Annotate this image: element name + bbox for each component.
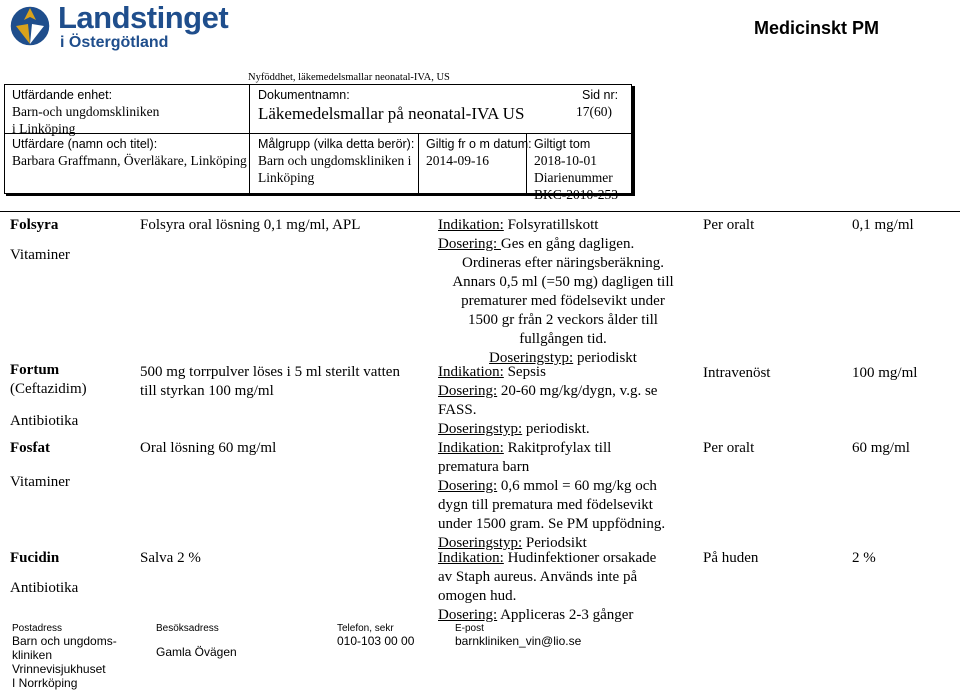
drug-info: Indikation: Folsyratillskott Dosering: Ges en gång dagligen. Ordineras efter näringsberäkning. Annars 0,5 ml (=50 mg) dagligen till prematurer med födelsevikt under 1500 gr från 2 veckors ålder till fullgången tid. Doseringstyp: periodiskt <box>438 216 688 368</box>
drug-name: Fosfat <box>10 440 50 456</box>
info-line: omogen hud. <box>438 588 517 604</box>
drug-category: Antibiotika <box>10 413 79 429</box>
info-line: 1500 gr från 2 veckors ålder till <box>468 312 658 328</box>
drug-strength: 60 mg/ml <box>852 440 910 456</box>
valid-to-block <box>534 137 618 203</box>
issuer-value: Barbara Graffmann, Överläkare, Linköping <box>12 153 247 168</box>
issuer-label: Utfärdare (namn och titel): <box>12 137 158 151</box>
brand-subtitle: i Östergötland <box>60 34 169 51</box>
phone-number: 010-103 00 00 <box>337 634 415 648</box>
drug-row-fosfat-name-cell <box>10 439 130 492</box>
drug-info: Indikation: Rakitprofylax till prematura barn Dosering: 0,6 mmol = 60 mg/kg och dygn till prematura med födelsevikt under 1500 gram. Se PM uppfödning. Doseringstyp: Periodsikt <box>438 439 698 553</box>
drug-info: Indikation: Hudinfektioner orsakade av Staph aureus. Används inte på omogen hud. Dosering: Appliceras 2-3 gånger <box>438 549 698 625</box>
email-label: E-post <box>455 623 484 634</box>
valid-from-block <box>426 137 532 169</box>
visit-address-label: Besöksadress <box>156 623 219 634</box>
preparation-line: till styrkan 100 mg/ml <box>140 383 274 399</box>
drug-info: Indikation: Sepsis Dosering: 20-60 mg/kg/dygn, v.g. se FASS. Doseringstyp: periodiskt. <box>438 363 698 439</box>
postal-line: Vrinnevisjukhuset <box>12 662 106 676</box>
valid-from-label: Giltig fr o m datum: <box>426 137 532 151</box>
visit-address: Gamla Övägen <box>156 645 237 659</box>
drug-name: Folsyra <box>10 217 59 233</box>
info-line: FASS. <box>438 402 477 418</box>
document-type-title: Medicinskt PM <box>754 18 880 38</box>
phone-label: Telefon, sekr <box>337 623 394 634</box>
diary-number-value: BKC-2010-253 <box>534 187 618 202</box>
target-group-line-1: Barn och ungdomskliniken i <box>258 153 412 168</box>
drug-name-sub: (Ceftazidim) <box>10 381 87 397</box>
info-line: dygn till prematura med födelsevikt <box>438 497 653 513</box>
email-address[interactable]: barnkliniken_vin@lio.se <box>455 634 582 648</box>
valid-to-label: Giltigt tom <box>534 137 591 151</box>
drug-strength: 2 % <box>852 550 876 566</box>
page-number-value: 17(60) <box>576 104 612 119</box>
info-line: av Staph aureus. Används inte på <box>438 569 638 585</box>
drug-name: Fortum <box>10 362 60 378</box>
document-category: Nyföddhet, läkemedelsmallar neonatal-IVA, US <box>248 72 450 83</box>
info-line: fullgången tid. <box>519 331 607 347</box>
target-group-line-2: Linköping <box>258 170 315 185</box>
drug-row-folsyra-name-cell <box>10 216 130 265</box>
drug-route: Per oralt <box>703 440 755 456</box>
preparation-line: 500 mg torrpulver löses i 5 ml sterilt vatten <box>140 364 400 380</box>
drug-preparation <box>140 216 430 235</box>
info-line: Ordineras efter näringsberäkning. <box>461 255 664 271</box>
drug-route: På huden <box>703 550 759 566</box>
document-name-value: Läkemedelsmallar på neonatal-IVA US <box>258 104 525 123</box>
drug-preparation <box>140 363 430 401</box>
drug-strength: 0,1 mg/ml <box>852 217 914 233</box>
drug-name: Fucidin <box>10 550 60 566</box>
postal-line: Barn och ungdoms- <box>12 634 117 648</box>
drug-route: Intravenöst <box>703 365 771 381</box>
info-line: Annars 0,5 ml (=50 mg) dagligen till <box>452 274 674 290</box>
postal-line: I Norrköping <box>12 676 78 690</box>
drug-category: Antibiotika <box>10 580 79 596</box>
document-name-block <box>258 88 524 125</box>
drug-row-fucidin-name-cell <box>10 549 130 598</box>
postal-address <box>12 634 117 690</box>
drug-strength: 100 mg/ml <box>852 365 918 381</box>
drug-preparation <box>140 439 430 458</box>
preparation-line: Oral lösning 60 mg/ml <box>140 440 277 456</box>
table-top-rule <box>0 211 960 212</box>
info-line: prematura barn <box>438 459 530 475</box>
page-header <box>0 0 960 60</box>
postal-line: kliniken <box>12 648 53 662</box>
issuer-block <box>12 137 247 169</box>
drug-category: Vitaminer <box>10 247 70 263</box>
document-name-label: Dokumentnamn: <box>258 88 350 102</box>
valid-from-value: 2014-09-16 <box>426 153 489 168</box>
brand-name: Landstinget <box>58 0 229 35</box>
issuing-unit-line-1: Barn-och ungdomskliniken <box>12 104 160 119</box>
issuing-unit-block <box>12 88 159 137</box>
landstinget-logo-icon <box>8 4 52 48</box>
drug-category: Vitaminer <box>10 474 70 490</box>
preparation-line: Folsyra oral lösning 0,1 mg/ml, APL <box>140 217 361 233</box>
postal-address-label: Postadress <box>12 623 63 634</box>
preparation-line: Salva 2 % <box>140 550 201 566</box>
info-line: prematurer med födelsevikt under <box>461 293 665 309</box>
target-group-label: Målgrupp (vilka detta berör): <box>258 137 415 151</box>
valid-to-value: 2018-10-01 <box>534 153 597 168</box>
issuing-unit-line-2: i Linköping <box>12 121 76 136</box>
page-number-label: Sid nr: <box>582 88 619 102</box>
page-number-block <box>576 88 618 120</box>
issuing-unit-label: Utfärdande enhet: <box>12 88 113 102</box>
target-group-block <box>258 137 414 186</box>
diary-number-label: Diarienummer <box>534 170 613 185</box>
drug-route: Per oralt <box>703 217 755 233</box>
drug-row-fortum-name-cell <box>10 361 130 431</box>
info-line: under 1500 gram. Se PM uppfödning. <box>438 516 666 532</box>
drug-preparation <box>140 549 430 568</box>
